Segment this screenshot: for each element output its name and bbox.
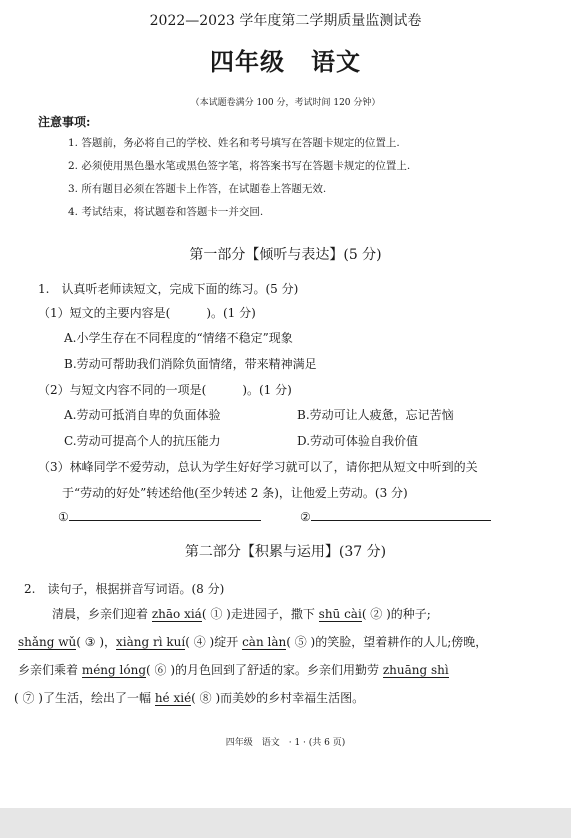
- passage-text: ( ③ )，: [76, 635, 117, 649]
- pinyin-prompt: shǎng wǔ: [18, 635, 77, 649]
- notice-heading: 注意事项:: [38, 115, 91, 129]
- passage-text: ( ⑦ )了生活，绘出了一幅: [14, 691, 155, 705]
- blank-number: ②: [300, 510, 311, 524]
- exam-title: 2022—2023 学年度第二学期质量监测试卷: [149, 13, 422, 29]
- passage-text: ( ⑧ )而美妙的乡村幸福生活图。: [191, 691, 365, 705]
- question-2: 2. 读句子，根据拼音写词语。(8 分): [24, 582, 225, 596]
- pinyin-prompt: càn làn: [242, 635, 287, 649]
- question-1-3-line2: 于“劳动的好处”转述给他(至少转述 2 条)，让他爱上劳动。(3 分): [62, 486, 408, 500]
- notice-item: 4. 考试结束，将试题卷和答题卡一并交回.: [68, 206, 264, 218]
- passage-text: 清晨，乡亲们迎着: [52, 607, 152, 621]
- exam-info: （本试题卷满分 100 分，考试时间 120 分钟）: [190, 98, 381, 108]
- part1-title: 第一部分【倾听与表达】(5 分): [189, 247, 382, 263]
- option-c: C.劳动可提高个人的抗压能力: [64, 434, 221, 448]
- question-1-1: （1）短文的主要内容是( )。(1 分): [38, 306, 256, 320]
- option-a: A.小学生存在不同程度的“情绪不稳定”现象: [64, 331, 293, 345]
- question-1: 1. 认真听老师读短文，完成下面的练习。(5 分): [38, 282, 299, 296]
- answer-blank-1: [58, 510, 261, 524]
- question-1-2: （2）与短文内容不同的一项是( )。(1 分): [38, 383, 292, 397]
- part2-title: 第二部分【积累与运用】(37 分): [184, 544, 387, 560]
- passage-text: ( ⑥ )的月色回到了舒适的家。乡亲们用勤劳: [146, 663, 383, 677]
- passage-text: ( ⑤ )的笑脸，望着耕作的人儿;傍晚，: [286, 635, 488, 649]
- passage-text: ( ④ )绽开: [185, 635, 243, 649]
- pinyin-prompt: zhuāng shì: [382, 663, 449, 677]
- grade-label: 四年级: [210, 47, 285, 76]
- pinyin-prompt: méng lóng: [81, 663, 147, 677]
- option-a: A.劳动可抵消自卑的负面体验: [64, 408, 221, 422]
- pinyin-prompt: xiàng rì kuí: [116, 635, 186, 649]
- page-footer: 四年级 语文 · 1 · (共 6 页): [225, 738, 346, 748]
- blank-line: [69, 511, 261, 521]
- grade-subject-heading: [0, 42, 571, 77]
- notice-item: 2. 必须使用黑色墨水笔或黑色签字笔，将答案书写在答题卡规定的位置上.: [68, 160, 411, 172]
- blank-number: ①: [58, 510, 69, 524]
- option-b: B.劳动可帮助我们消除负面情绪，带来精神满足: [64, 357, 317, 371]
- option-d: D.劳动可体验自我价值: [297, 434, 419, 448]
- answer-blank-2: [300, 510, 491, 524]
- question-1-3-line1: （3）林峰同学不爱劳动，总认为学生好好学习就可以了，请你把从短文中听到的关: [38, 460, 478, 474]
- option-b: B.劳动可让人疲惫，忘记苦恼: [297, 408, 454, 422]
- passage-text: ( ① )走进园子，撒下: [201, 607, 319, 621]
- blank-line: [311, 511, 491, 521]
- notice-item: 3. 所有题目必须在答题卡上作答，在试题卷上答题无效.: [68, 183, 327, 195]
- pinyin-prompt: hé xié: [154, 691, 192, 705]
- subject-label: 语文: [311, 47, 361, 76]
- passage-line-2: [18, 633, 487, 650]
- pinyin-prompt: zhāo xiá: [151, 607, 202, 621]
- pinyin-prompt: shū cài: [318, 607, 362, 621]
- passage-line-4: [14, 689, 364, 706]
- passage-line-3: [18, 661, 449, 678]
- bottom-bar: [0, 808, 571, 838]
- passage-text: 乡亲们乘着: [18, 663, 82, 677]
- passage-line-1: [52, 605, 431, 622]
- passage-text: ( ② )的种子;: [361, 607, 431, 621]
- notice-item: 1. 答题前，务必将自己的学校、姓名和考号填写在答题卡规定的位置上.: [68, 137, 400, 149]
